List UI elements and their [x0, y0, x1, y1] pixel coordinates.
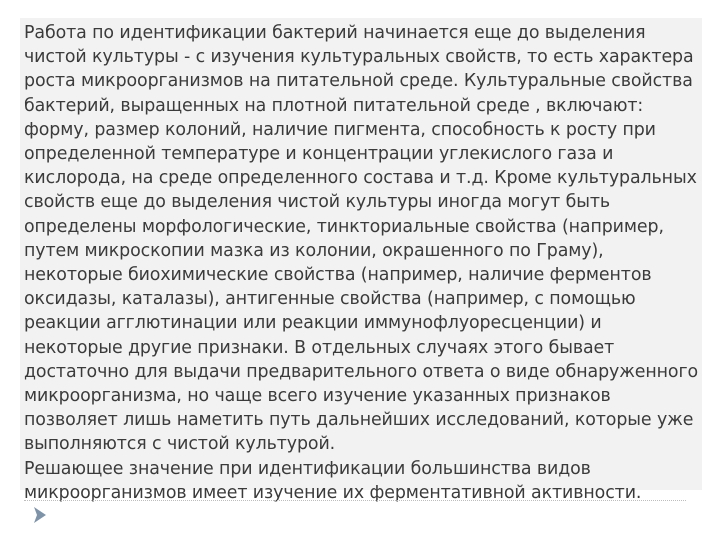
triangle-bullet-icon	[34, 507, 46, 523]
paragraph-conclusion: Решающее значение при идентификации большинства видов микроорганизмов имеет изучение их ферментативной активности.	[24, 458, 642, 503]
divider	[24, 500, 686, 501]
body-text	[24, 21, 700, 505]
paragraph-intro: Работа по идентификации бактерий начинается еще до выделения чистой культуры - с изучения культуральных свойств, то есть характера роста микроорганизмов на питательной среде. Культуральные свойства бактерий, выращенных на плотной питательной среде , включают: форму, размер колоний, наличие пигмента, способность к росту при определенной температуре и концентрации углекислого газа и кислорода, на среде определенного состава и т.д. Кроме культуральных свойств еще до выделения чистой культуры иногда могут быть определены морфологические, тинкториальные свойства (например, путем микроскопии мазка из колонии, окрашенного по Граму), некоторые биохимические свойства (например, наличие ферментов оксидазы, каталазы), антигенные свойства (например, с помощью реакции агглютинации или реакции иммунофлуоресценции) и некоторые другие признаки. В отдельных случаях этого бывает достаточно для выдачи предварительного ответа о виде обнаруженного микроорганизма, но чаще всего изучение указанных признаков позволяет лишь наметить путь дальнейших исследований, которые уже выполняются с чистой культурой.	[24, 23, 699, 455]
